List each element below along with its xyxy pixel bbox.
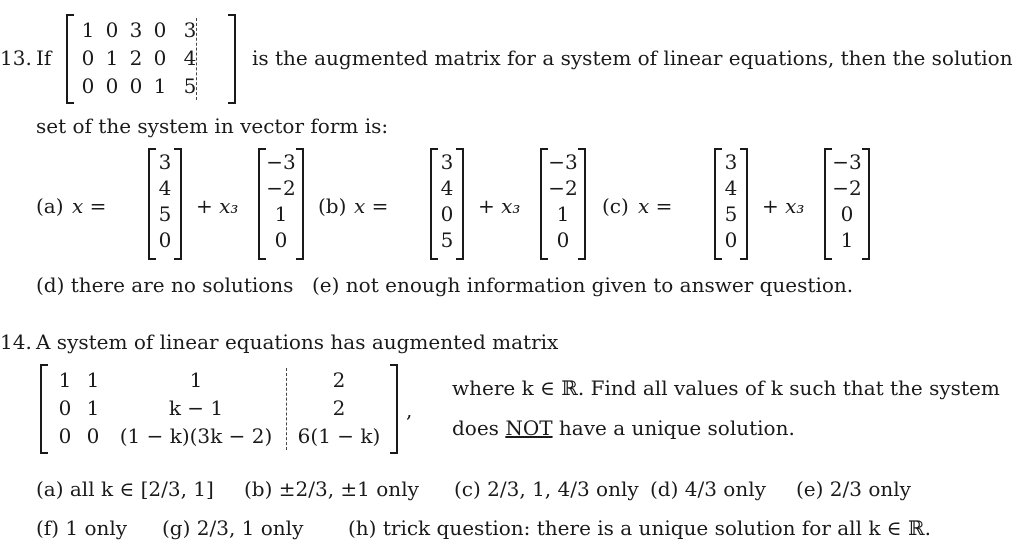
q13-matrix-cells [76,20,208,96]
q14-matrix-left-bracket [40,364,48,454]
q13-vector1-entry: 5 [440,228,454,252]
q13-vector2-entry: −3 [266,150,296,174]
q13-matrix-cell: 0 [81,74,95,98]
q13-vector1-entry: 4 [440,176,454,200]
q14-side-line1: where k ∈ ℝ. Find all values of k such that the system [452,376,1000,400]
q14-option-g: (g) 2/3, 1 only [162,516,304,540]
q13-vector1-entry: 0 [158,228,172,252]
q14-matrix-cell: 1 [86,396,100,420]
q14-matrix-cell: 1 [86,368,100,392]
q13-matrix-cell: 3 [183,18,197,42]
q13-vector1-right-bracket [740,148,748,260]
q14-side-line2-a: does [452,416,506,440]
q14-side-not: NOT [505,416,553,440]
q13-matrix-cell: 1 [105,46,119,70]
q14-matrix-cell: 0 [58,396,72,420]
q13-option-lhs: x = [354,194,389,218]
q14-side-line2-b: have a unique solution. [552,416,795,440]
q14-option-e: (e) 2/3 only [796,477,911,501]
q14-matrix-cells [52,370,394,446]
q14-option-f: (f) 1 only [36,516,128,540]
q13-number: 13. [0,46,32,70]
q13-option-label: (c) [602,194,629,218]
q13-vector2-entry: 0 [556,228,570,252]
q13-vector2-entry: 1 [274,202,288,226]
q14-option-c: (c) 2/3, 1, 4/3 only [454,477,639,501]
q13-matrix-cell: 0 [129,74,143,98]
q14-comma: , [406,398,413,422]
q13-vector2-entry: −2 [266,176,296,200]
q13-vector2-entry: 0 [840,202,854,226]
q13-option-lhs: x = [72,194,107,218]
q13-option-plus-x3: + x₃ [196,194,239,218]
q14-option-b: (b) ±2/3, ±1 only [244,477,419,501]
q13-vector2-entry: −3 [832,150,862,174]
q14-option-a: (a) all k ∈ [2/3, 1] [36,477,214,501]
q13-vector1-entry: 5 [158,202,172,226]
q13-vector1-entry: 4 [158,176,172,200]
q13-option-label: (a) [36,194,64,218]
q13-stem-line1: is the augmented matrix for a system of linear equations, then the solution [252,46,1013,70]
q13-matrix-cell: 1 [153,74,167,98]
q13-vector1-entry: 4 [724,176,738,200]
q13-vector1-entry: 0 [440,202,454,226]
q13-vector2-entry: 0 [274,228,288,252]
q13-option-plus-x3: + x₃ [762,194,805,218]
q13-option-label: (b) [318,194,347,218]
q13-vector2-entry: 1 [556,202,570,226]
q13-vector1-entry: 3 [724,150,738,174]
q14-matrix-cell: 0 [86,424,100,448]
q13-option-plus-x3: + x₃ [478,194,521,218]
q13-matrix-right-bracket [228,14,236,104]
q13-vector1-entry: 3 [440,150,454,174]
q14-matrix-cell: 2 [332,368,346,392]
q14-option-h: (h) trick question: there is a unique solution for all k ∈ ℝ. [348,516,931,540]
q13-if: If [36,46,52,70]
q14-side-line2 [452,416,795,440]
q13-vector2-entry: −2 [548,176,578,200]
q13-stem-line2: set of the system in vector form is: [36,114,389,138]
q14-stem: A system of linear equations has augmented matrix [36,330,559,354]
q13-vector1-right-bracket [174,148,182,260]
q13-matrix-left-bracket [66,14,74,104]
q13-matrix-cell: 4 [183,46,197,70]
q13-matrix-cell: 3 [129,18,143,42]
q13-matrix-cell: 0 [153,46,167,70]
q14-matrix-cell: k − 1 [168,396,224,420]
q14-matrix-cell: 0 [58,424,72,448]
q13-vector2-entry: −2 [832,176,862,200]
q13-vector1-entry: 3 [158,150,172,174]
q14-matrix-cell: 6(1 − k) [297,424,381,448]
q13-matrix-cell: 0 [81,46,95,70]
q14-option-d: (d) 4/3 only [650,477,766,501]
q13-option-e: (e) not enough information given to answer question. [312,273,854,297]
q13-vector1-entry: 5 [724,202,738,226]
q13-matrix-cell: 1 [81,18,95,42]
q13-option-lhs: x = [638,194,673,218]
q13-matrix-cell: 0 [105,74,119,98]
q13-matrix-cell: 2 [129,46,143,70]
q14-number: 14. [0,330,32,354]
q14-matrix-cell: 1 [58,368,72,392]
q13-matrix-cell: 5 [183,74,197,98]
q13-matrix-cell: 0 [105,18,119,42]
q13-vector2-entry: 1 [840,228,854,252]
q13-matrix-cell: 0 [153,18,167,42]
q14-matrix-cell: 1 [189,368,203,392]
q13-vector1-right-bracket [456,148,464,260]
q13-option-d: (d) there are no solutions [36,273,294,297]
q13-vector2-entry: −3 [548,150,578,174]
q13-vector1-entry: 0 [724,228,738,252]
q14-matrix-cell: (1 − k)(3k − 2) [119,424,273,448]
q14-matrix-cell: 2 [332,396,346,420]
